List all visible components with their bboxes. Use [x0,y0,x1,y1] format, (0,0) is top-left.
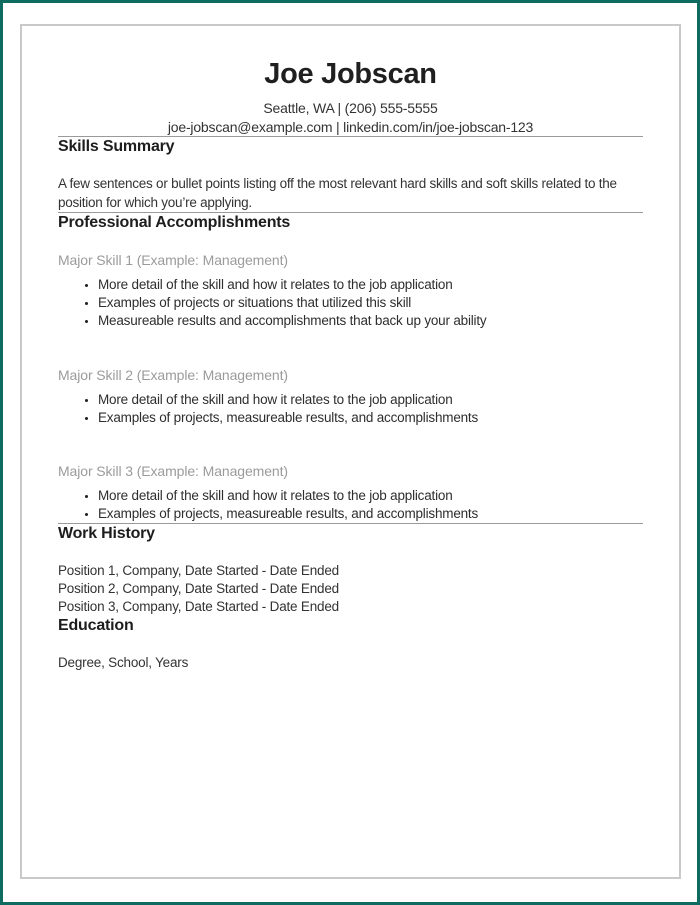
skill-label-3: Major Skill 3 (Example: Management) [58,463,288,480]
bullet-item: • Examples of projects or situations that utilized this skill [98,294,643,312]
work-history-entries [58,562,643,616]
contact-line-location-phone: Seattle, WA | (206) 555-5555 [263,100,438,116]
education-entries [58,654,643,672]
skill-label-1: Major Skill 1 (Example: Management) [58,252,288,268]
work-history-entry: Position 3, Company, Date Started - Date Ended [58,599,339,615]
resume-page [20,24,681,879]
education-entry: Degree, School, Years [58,655,189,671]
bullet-item: • Measureable results and accomplishments that back up your ability [98,312,643,330]
work-history-entry: Position 2, Company, Date Started - Date Ended [58,581,339,597]
resume-header [58,58,643,136]
skill-bullet-list-2 [58,391,643,427]
skill-bullet-list-3 [58,487,643,523]
bullet-item: • More detail of the skill and how it relates to the job application [98,391,643,409]
bullet-item: • Examples of projects, measureable results, and accomplishments [98,505,643,523]
bullet-item: • More detail of the skill and how it relates to the job application [98,276,643,294]
section-heading-professional-accomplishments: Professional Accomplishments [58,214,291,231]
bullet-item: • More detail of the skill and how it relates to the job application [98,487,643,505]
section-heading-skills-summary: Skills Summary [58,138,175,155]
bullet-item: • Examples of projects, measureable results, and accomplishments [98,409,643,427]
contact-line-email-linkedin: joe-jobscan@example.com | linkedin.com/in/joe-jobscan-123 [167,118,534,135]
work-history-entry: Position 1, Company, Date Started - Date Ended [58,563,339,579]
skills-summary-text: A few sentences or bullet points listing off the most relevant hard skills and soft skills related to the position for which you’re applying. [58,176,617,210]
section-heading-education: Education [58,617,134,635]
skill-bullet-list-1 [58,276,643,331]
skill-label-2: Major Skill 2 (Example: Management) [58,366,288,383]
candidate-name: Joe Jobscan [264,58,437,90]
section-heading-work-history: Work History [58,525,155,543]
